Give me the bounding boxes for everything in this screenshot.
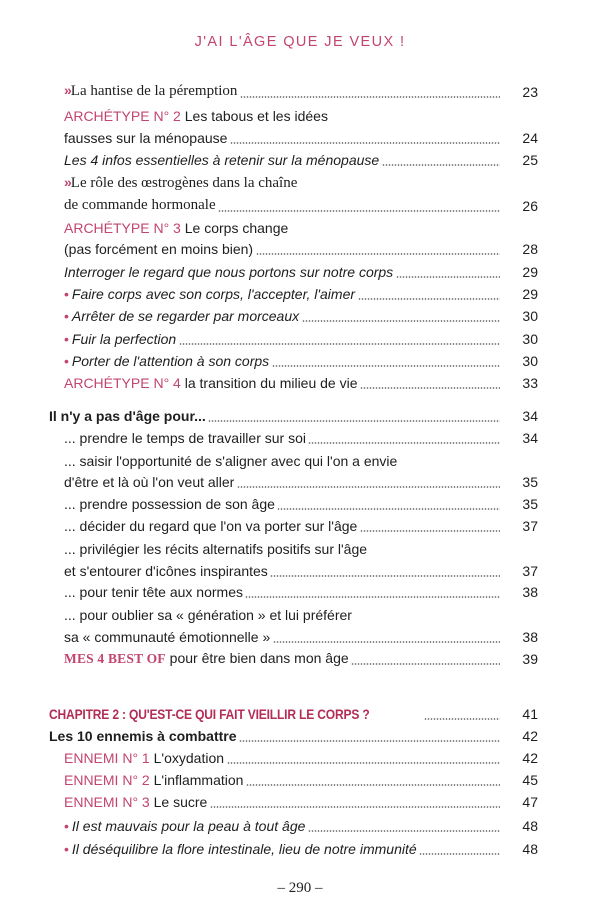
bullet-icon: • [64,308,69,324]
toc-entry[interactable] [0,724,600,746]
page-ref: 48 [522,818,538,834]
entry-text: La hantise de la péremption [70,83,238,99]
entry-text: Il est mauvais pour la peau à tout âge [71,818,306,834]
toc-entry[interactable] [0,349,600,371]
dot-leader [227,762,500,764]
toc-entry[interactable] [0,371,600,393]
toc-entry-title [64,518,357,534]
toc-entry-title [64,108,328,124]
entry-text: ... privilégier les récits alternatifs positifs sur l'âge [64,541,368,557]
toc-entry[interactable] [0,80,600,102]
toc-entry-title [64,430,306,446]
double-chevron-icon: » [64,174,69,190]
dot-leader [360,530,500,532]
toc-entry-title [64,375,358,391]
bullet-icon: • [64,818,69,834]
toc-entry-title [64,750,224,766]
page-ref: 47 [522,794,538,810]
toc-entry-title [64,152,379,168]
dot-leader [208,420,500,422]
toc-entry[interactable] [0,814,600,836]
best-of-label: MES 4 BEST OF [64,651,166,666]
page-ref: 26 [522,198,538,214]
entry-text: Arrêter de se regarder par morceaux [71,308,300,324]
toc-entry-title [64,453,397,469]
page-ref: 34 [522,430,538,446]
dot-leader [256,253,500,255]
dot-leader [424,718,500,720]
toc-entry-title [64,331,176,347]
ennemi-label: ENNEMI N° 2 [64,772,150,788]
bullet-icon: • [64,331,69,347]
toc-entry[interactable] [0,426,600,448]
toc-entry[interactable] [0,514,600,536]
entry-text: Interroger le regard que nous portons sur notre corps [64,264,394,280]
toc-entry-title [64,541,367,557]
page-ref: 24 [522,130,538,146]
dot-leader [277,508,500,510]
dot-leader [358,298,500,300]
toc-entry-title [64,584,243,600]
entry-text: L'oxydation [149,750,225,766]
toc-entry-title [64,196,216,214]
page-ref: 33 [522,375,538,391]
page-ref: 35 [522,474,538,490]
toc-entry-title [64,353,269,369]
toc-entry-title [49,728,237,744]
page-ref: 39 [522,651,538,667]
toc-entry[interactable] [0,126,600,148]
toc-entry-title [64,496,275,512]
toc-entry[interactable] [0,768,600,790]
toc-entry[interactable] [0,625,600,647]
entry-text: L'inflammation [149,772,244,788]
archetype-label: ARCHÉTYPE N° 4 [64,375,181,391]
page-ref: 35 [522,496,538,512]
page-number: – 290 – [277,880,323,896]
toc-entry-title [64,241,253,257]
page-ref: 45 [522,772,538,788]
entry-text: sa « communauté émotionnelle » [64,629,271,645]
page-ref: 37 [522,518,538,534]
bullet-icon: • [64,353,69,369]
entry-text: d'être et là où l'on veut aller [64,474,235,490]
toc-entry-title [64,130,227,146]
entry-text: fausses sur la ménopause [64,130,228,146]
entry-text: ... décider du regard que l'on va porter sur l'âge [64,518,358,534]
toc-entry[interactable] [0,194,600,216]
dot-leader [179,343,500,345]
dot-leader [396,276,500,278]
entry-text: Les tabous et les idées [180,108,328,124]
dot-leader [273,641,500,643]
toc-entry[interactable] [0,470,600,492]
toc-entry-title [49,706,422,722]
toc-entry[interactable] [0,580,600,602]
toc-entry[interactable] [0,172,600,194]
page-ref: 42 [522,750,538,766]
entry-text: la transition du milieu de vie [180,375,358,391]
toc-entry[interactable] [0,282,600,304]
toc-entry-title [49,408,206,424]
toc-entry[interactable] [0,260,600,282]
dot-leader [360,387,500,389]
toc-entry[interactable] [0,104,600,126]
toc-entry-title [64,818,305,834]
entry-text: ... pour oublier sa « génération » et lui préférer [64,607,352,623]
toc-entry[interactable] [0,559,600,581]
dot-leader [239,740,500,742]
dot-leader [240,96,500,98]
page-ref: 30 [522,353,538,369]
toc-entry[interactable] [0,492,600,514]
entry-text: ... prendre le temps de travailler sur soi [64,430,306,446]
page-ref: 42 [522,728,538,744]
toc-entry[interactable] [0,404,600,426]
page-ref: 30 [522,308,538,324]
toc-entry[interactable] [0,216,600,238]
entry-text: Le sucre [149,794,208,810]
toc-entry-title [64,264,393,280]
page-ref: 48 [522,841,538,857]
page-ref: 28 [522,241,538,257]
bullet-icon: • [64,841,69,857]
page-ref: 38 [522,584,538,600]
page-ref: 23 [522,84,538,100]
toc-entry-title [64,794,207,810]
toc-entry[interactable] [0,537,600,559]
entry-text: et s'entourer d'icônes inspirantes [64,563,268,579]
toc-entry-title [64,220,288,236]
toc-entry-title [64,82,237,100]
dot-leader [308,830,500,832]
dot-leader [351,663,500,665]
toc-entry-title [64,563,268,579]
toc-entry-title [64,650,349,667]
toc-entry-title [64,474,234,490]
ennemi-label: ENNEMI N° 3 [64,794,150,810]
toc-entry[interactable] [0,148,600,170]
double-chevron-icon: » [64,82,69,98]
toc-entry[interactable] [0,647,600,669]
entry-text: ... saisir l'opportunité de s'aligner avec qui l'on a envie [64,453,398,469]
entry-text: Il n'y a pas d'âge pour... [49,408,206,424]
entry-text: (pas forcément en moins bien) [64,241,254,257]
entry-text: de commande hormonale [64,197,216,213]
dot-leader [230,142,500,144]
toc-entry[interactable] [0,837,600,859]
dot-leader [237,486,500,488]
dot-leader [210,806,500,808]
dot-leader [308,442,500,444]
archetype-label: ARCHÉTYPE N° 2 [64,108,181,124]
entry-text: pour être bien dans mon âge [165,650,349,666]
page-ref: 41 [522,706,538,722]
entry-text: Fuir la perfection [71,331,177,347]
entry-text: Le rôle des œstrogènes dans la chaîne [70,175,298,191]
toc-entry-title [64,607,352,623]
entry-text: Faire corps avec son corps, l'accepter, l'aimer [71,286,356,302]
toc-entry[interactable] [0,790,600,812]
dot-leader [246,784,500,786]
toc-entry-title [64,174,297,192]
toc-entry-title [64,772,243,788]
entry-text: ... prendre possession de son âge [64,496,275,512]
entry-text: Il déséquilibre la flore intestinale, lieu de notre immunité [71,841,417,857]
page-ref: 29 [522,264,538,280]
entry-text: ... pour tenir tête aux normes [64,584,243,600]
toc-entry[interactable] [0,327,600,349]
toc-entry[interactable] [0,603,600,625]
dot-leader [218,210,500,212]
toc-entry-title [64,286,355,302]
archetype-label: ARCHÉTYPE N° 3 [64,220,181,236]
toc-entry[interactable] [0,702,600,724]
dot-leader [272,365,500,367]
toc-entry[interactable] [0,449,600,471]
bullet-icon: • [64,286,69,302]
page-ref: 29 [522,286,538,302]
dot-leader [419,853,500,855]
page-ref: 25 [522,152,538,168]
page-ref: 34 [522,408,538,424]
entry-text: Les 10 ennemis à combattre [49,728,237,744]
toc-entry[interactable] [0,237,600,259]
toc-entry[interactable] [0,746,600,768]
ennemi-label: ENNEMI N° 1 [64,750,150,766]
toc-entry-title [64,629,270,645]
page-ref: 38 [522,629,538,645]
chapter-title: CHAPITRE 2 : QU'EST-CE QUI FAIT VIEILLIR LE CORPS ? [49,706,370,722]
toc-entry-title [64,308,299,324]
entry-text: Les 4 infos essentielles à retenir sur la ménopause [64,152,380,168]
toc-entry[interactable] [0,304,600,326]
dot-leader [270,575,500,577]
entry-text: Porter de l'attention à son corps [71,353,270,369]
entry-text: Le corps change [180,220,289,236]
page-ref: 37 [522,563,538,579]
page-ref: 30 [522,331,538,347]
toc-entry-title [64,841,417,857]
dot-leader [302,320,500,322]
dot-leader [245,596,500,598]
running-header: J'AI L'ÂGE QUE JE VEUX ! [194,34,406,50]
dot-leader [382,164,500,166]
